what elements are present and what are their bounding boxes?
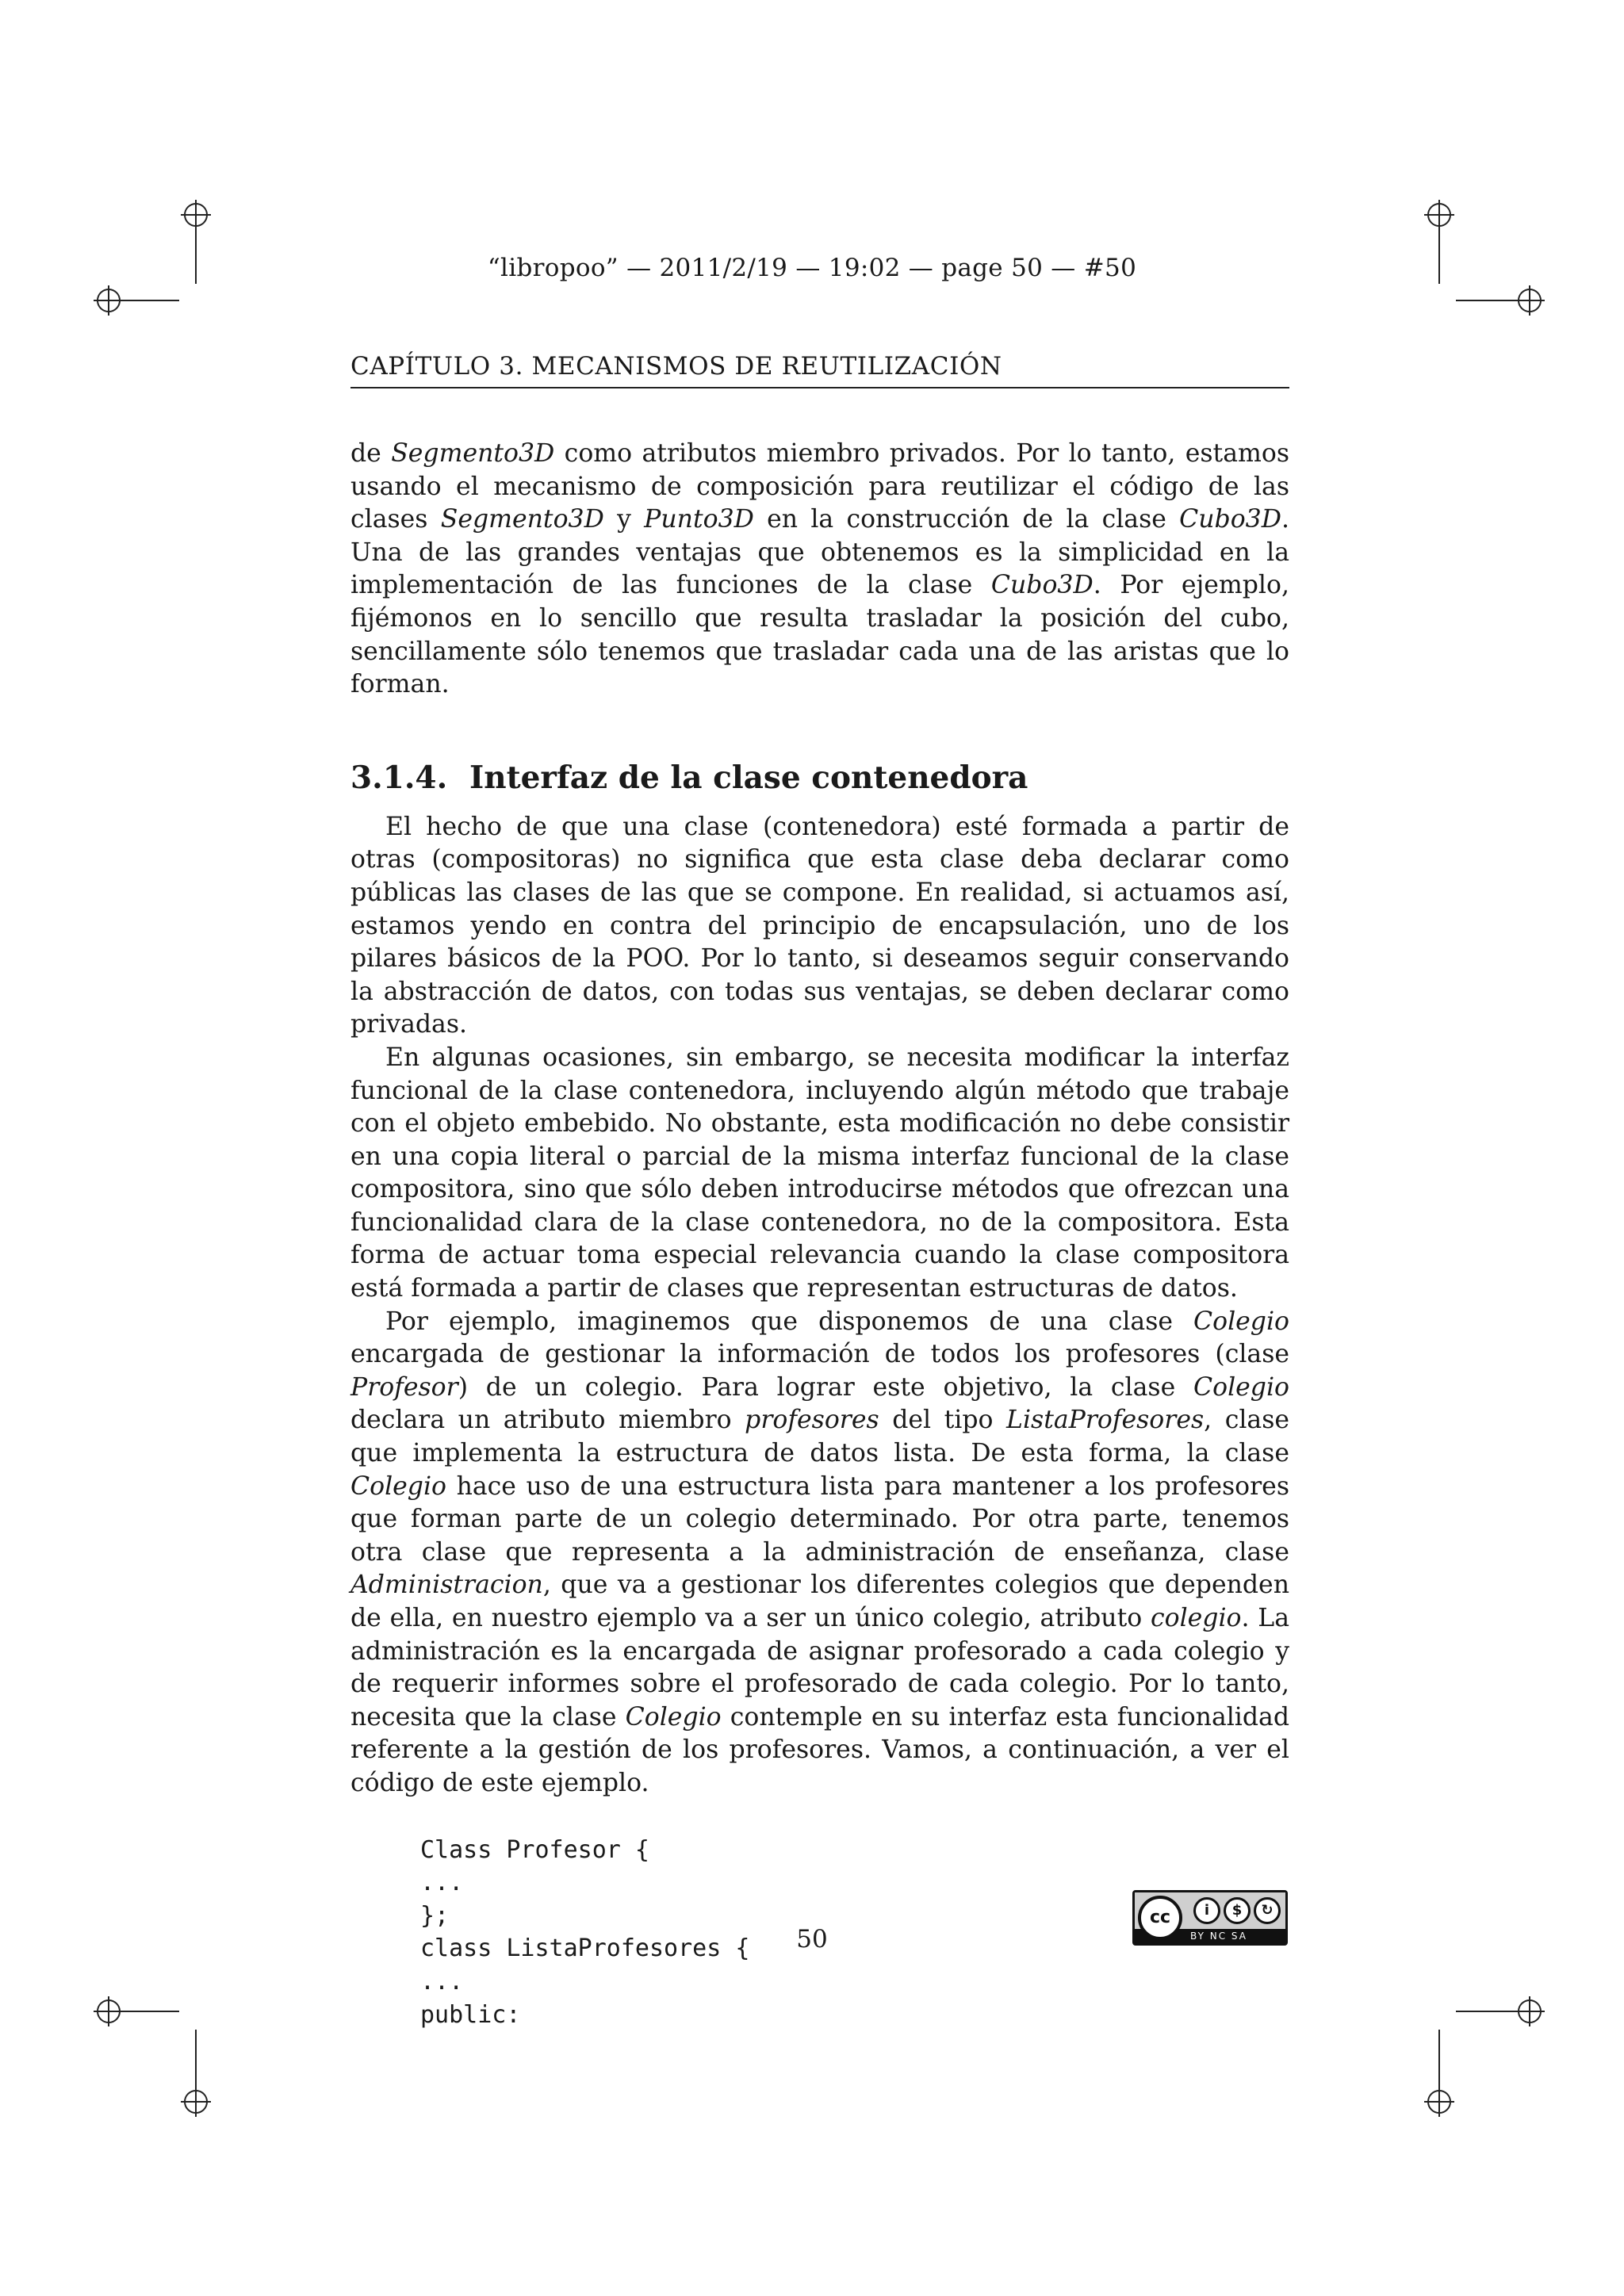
main-content	[350, 438, 1289, 2031]
page-number: 50	[796, 1925, 828, 1954]
paragraph-3: Por ejemplo, imaginemos que disponemos de una clase Colegio encargada de gestionar la información de todos los profesores (clase Profesor) de un colegio. Para lograr este objetivo, la clase Colegio declara un atributo miembro profesores del tipo ListaProfesores, clase que implementa la estructura de datos lista. De esta forma, la clase Colegio hace uso de una estructura lista para mantener a los profesores que forman parte de un colegio determinado. Por otra parte, tenemos otra clase que representa a la administración de enseñanza, clase Administracion, que va a gestionar los diferentes colegios que dependen de ella, en nuestro ejemplo va a ser un único colegio, atributo colegio. La administración es la encargada de asignar profesorado a cada colegio y de requerir informes sobre el profesorado de cada colegio. Por lo tanto, necesita que la clase Colegio contemple en su interfaz esta funcionalidad referente a la gestión de los profesores. Vamos, a continuación, a ver el código de este ejemplo.	[350, 1307, 1289, 1797]
crop-circle-icon	[1518, 289, 1542, 312]
page-header: “libropoo” — 2011/2/19 — 19:02 — page 50 — #50	[487, 254, 1137, 282]
attribution-icon: i	[1193, 1897, 1220, 1924]
crop-circle-icon	[1427, 2090, 1451, 2114]
crop-circle-icon	[184, 2090, 208, 2114]
paragraph-2: En algunas ocasiones, sin embargo, se necesita modificar la interfaz funcional de la clase contenedora, incluyendo algún método que trabaje con el objeto embebido. No obstante, esta modificación no debe consistir en una copia literal o parcial de la misma interfaz funcional de la clase compositora, sino que sólo deben introducirse métodos que ofrezcan una funcionalidad clara de la clase contenedora, no de la compositora. Esta forma de actuar toma especial relevancia cuando la clase compositora está formada a partir de clases que representan estructuras de datos.	[350, 1043, 1289, 1303]
license-text: BY NC SA	[1190, 1931, 1247, 1942]
crop-circle-icon	[97, 1999, 121, 2023]
crop-line	[1456, 2011, 1515, 2012]
code-line: };	[420, 1901, 450, 1930]
section-heading	[350, 759, 1289, 797]
crop-line	[121, 2011, 179, 2012]
code-line: public:	[420, 2000, 521, 2029]
noncommercial-icon: $	[1224, 1897, 1251, 1924]
cc-icon: cc	[1138, 1896, 1182, 1940]
paragraph-1: El hecho de que una clase (contenedora) esté formada a partir de otras (compositoras) no significa que esta clase deba declarar como públicas las clases de las que se compone. En realidad, si actuamos así, estamos yendo en contra del principio de encapsulación, uno de los pilares básicos de la POO. Por lo tanto, si deseamos seguir conservando la abstracción de datos, con todas sus ventajas, se deben declarar como privadas.	[350, 812, 1289, 1039]
running-head: CAPÍTULO 3. MECANISMOS DE REUTILIZACIÓN	[350, 352, 1289, 388]
crop-line	[1456, 300, 1515, 301]
cc-license-badge	[1132, 1890, 1288, 1946]
crop-circle-icon	[1518, 1999, 1542, 2023]
code-line: ...	[420, 1967, 464, 1996]
sharealike-icon: ↻	[1254, 1897, 1281, 1924]
crop-line	[121, 300, 179, 301]
section-title: Interfaz de la clase contenedora	[469, 759, 1028, 796]
code-line: class ListaProfesores {	[420, 1934, 750, 1963]
paragraph-intro: de Segmento3D como atributos miembro privados. Por lo tanto, estamos usando el mecanismo de composición para reutilizar el código de las clases Segmento3D y Punto3D en la construcción de la clase Cubo3D. Una de las grandes ventajas que obtenemos es la simplicidad en la implementación de las funciones de la clase Cubo3D. Por ejemplo, fijémonos en lo sencillo que resulta trasladar la posición del cubo, sencillamente sólo tenemos que trasladar cada una de las aristas que lo forman.	[350, 439, 1289, 699]
section-number: 3.1.4.	[350, 759, 448, 796]
code-line: ...	[420, 1869, 464, 1897]
crop-circle-icon	[97, 289, 121, 312]
code-line: Class Profesor {	[420, 1835, 649, 1864]
